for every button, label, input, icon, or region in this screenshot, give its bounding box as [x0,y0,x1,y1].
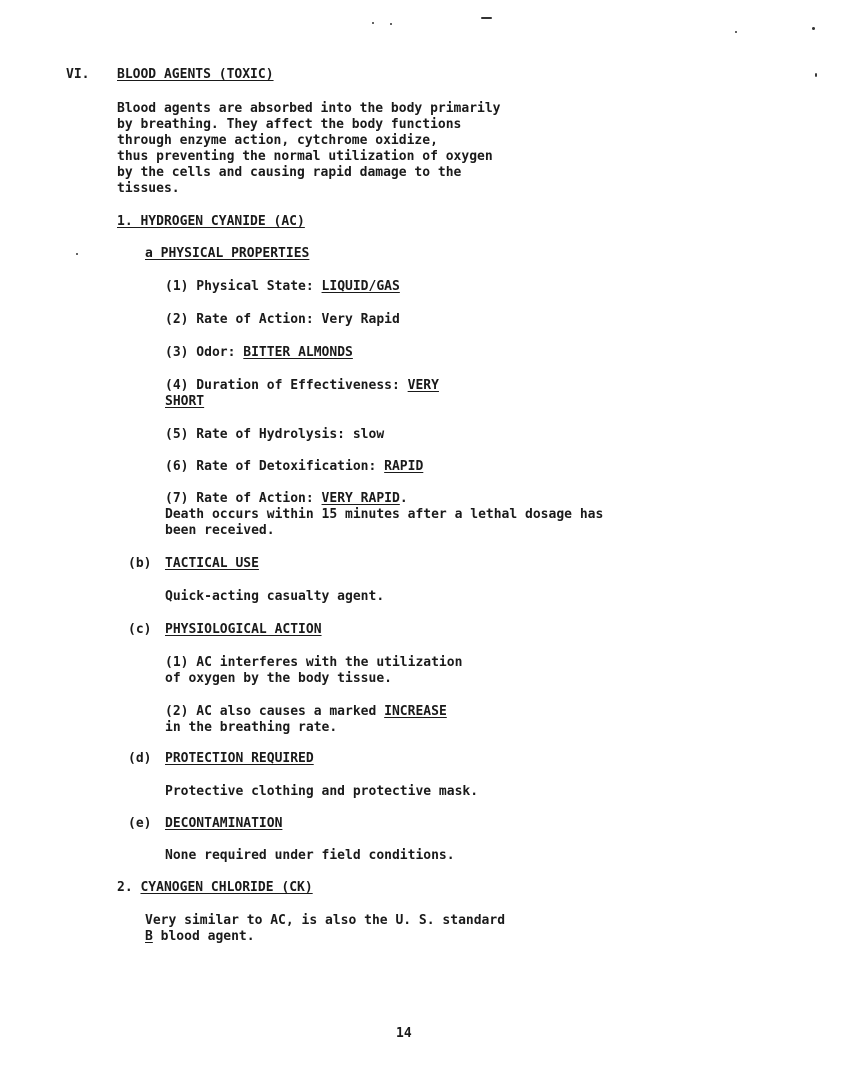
subsection-text: in the breathing rate. [165,720,338,735]
property-text: been received. [165,523,275,538]
scan-speck [812,27,815,30]
property-value: VERY [407,378,439,393]
property-item: (4) Duration of Effectiveness: VERY [165,378,439,393]
subsection-heading: PHYSIOLOGICAL ACTION [165,622,322,637]
subsection-heading: DECONTAMINATION [165,816,283,831]
subsection-letter: (b) [128,556,152,571]
property-value: SHORT [165,394,205,409]
section-number: VI. [66,67,90,82]
scan-speck [372,22,374,24]
subsection-text: of oxygen by the body tissue. [165,671,392,686]
section-title: BLOOD AGENTS (TOXIC) [117,67,274,82]
subsection-heading: TACTICAL USE [165,556,259,571]
page-number: 14 [396,1026,412,1041]
subsection-text: None required under field conditions. [165,848,455,863]
scan-speck [735,31,737,33]
intro-line: thus preventing the normal utilization of oxygen [117,149,493,164]
emphasis-value: INCREASE [384,704,447,719]
intro-line: tissues. [117,181,180,196]
intro-line: by the cells and causing rapid damage to the [117,165,462,180]
property-value: LIQUID/GAS [321,279,400,294]
property-item: (7) Rate of Action: VERY RAPID. [165,491,408,506]
subsection-text: (2) AC also causes a marked INCREASE [165,704,447,719]
property-item: (3) Odor: BITTER ALMONDS [165,345,353,360]
property-item: (1) Physical State: LIQUID/GAS [165,279,400,294]
subsection-letter: (c) [128,622,152,637]
scan-speck [815,73,817,77]
subsection-text: (1) AC interferes with the utilization [165,655,463,670]
property-text: Death occurs within 15 minutes after a lethal dosage has [165,507,604,522]
property-value: VERY RAPID [321,491,400,506]
agent-text: B blood agent. [145,929,255,944]
intro-line: through enzyme action, cytchrome oxidize, [117,133,438,148]
agent-heading: 2. CYANOGEN CHLORIDE (CK) [117,880,313,895]
scan-speck [481,17,492,19]
subsection-text: Quick-acting casualty agent. [165,589,385,604]
subsection-letter: (d) [128,751,152,766]
scan-speck [390,23,392,25]
agent-text: Very similar to AC, is also the U. S. standard [145,913,506,928]
property-value: RAPID [384,459,424,474]
property-item: (6) Rate of Detoxification: RAPID [165,459,424,474]
agent-heading: 1. HYDROGEN CYANIDE (AC) [117,214,305,229]
property-item: (2) Rate of Action: Very Rapid [165,312,400,327]
agent-name: CYANOGEN CHLORIDE (CK) [140,880,313,895]
subsection-heading: PROTECTION REQUIRED [165,751,314,766]
property-item: (5) Rate of Hydrolysis: slow [165,427,385,442]
intro-line: Blood agents are absorbed into the body primarily [117,101,501,116]
subsection-heading: a PHYSICAL PROPERTIES [145,246,310,261]
intro-line: by breathing. They affect the body functions [117,117,462,132]
property-value: BITTER ALMONDS [243,345,353,360]
scan-speck [76,253,78,255]
subsection-text: Protective clothing and protective mask. [165,784,479,799]
subsection-letter: (e) [128,816,152,831]
